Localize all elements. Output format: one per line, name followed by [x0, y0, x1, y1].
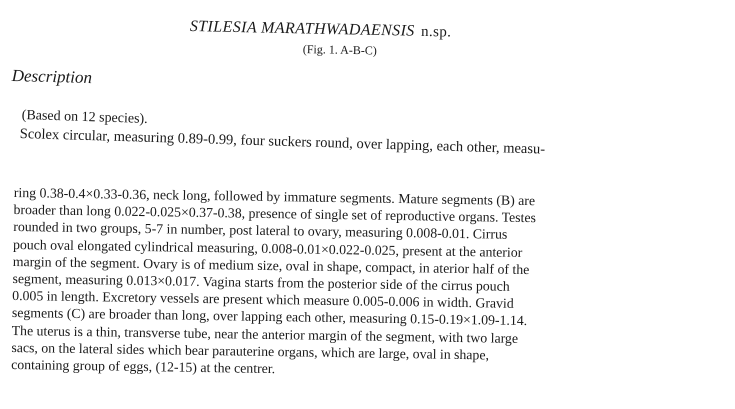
species-name: STILESIA MARATHWADAENSIS: [189, 18, 415, 40]
sample-note: (Based on 12 species).: [21, 108, 148, 127]
scolex-first-line: Scolex circular, measuring 0.89-0.99, four suckers round, over lapping, each other, measu-: [19, 126, 546, 158]
species-title: [190, 18, 452, 41]
body-line: sacs, on the lateral sides which bear parauterine organs, which are large, oval in shape,: [11, 339, 490, 363]
body-line: pouch oval elongated cylindrical measuring, 0.008-0.01×0.022-0.025, present at the anterior: [12, 236, 523, 260]
body-line: segment, measuring 0.013×0.017. Vagina starts from the posterior side of the cirrus pouch: [12, 271, 510, 294]
body-line: broader than long 0.022-0.025×0.37-0.38, presence of single set of reproductive organs. Testes: [13, 202, 537, 226]
body-line: segments (C) are broader than long, over lapping each other, measuring 0.15-0.19×1.09-1.14.: [11, 305, 528, 329]
figure-reference: (Fig. 1. A-B-C): [302, 42, 377, 58]
body-line: containing group of eggs, (12-15) at the centrer.: [11, 357, 276, 377]
body-line: 0.005 in length. Excretory vessels are present which measure 0.005-0.006 in width. Gravid: [12, 288, 514, 312]
body-line: The uterus is a thin, transverse tube, near the anterior margin of the segment, with two large: [11, 322, 519, 346]
body-line: margin of the segment. Ovary is of medium size, oval in shape, compact, in aterior half of the: [12, 253, 530, 277]
description-body: [11, 184, 735, 385]
body-line: ring 0.38-0.4×0.33-0.36, neck long, followed by immature segments. Mature segments (B) are: [13, 184, 536, 209]
new-species-suffix: n.sp.: [420, 23, 452, 41]
section-heading: Description: [11, 66, 93, 88]
body-line: rounded in two groups, 5-7 in number, post lateral to ovary, measuring 0.008-0.01. Cirrus: [13, 219, 508, 243]
